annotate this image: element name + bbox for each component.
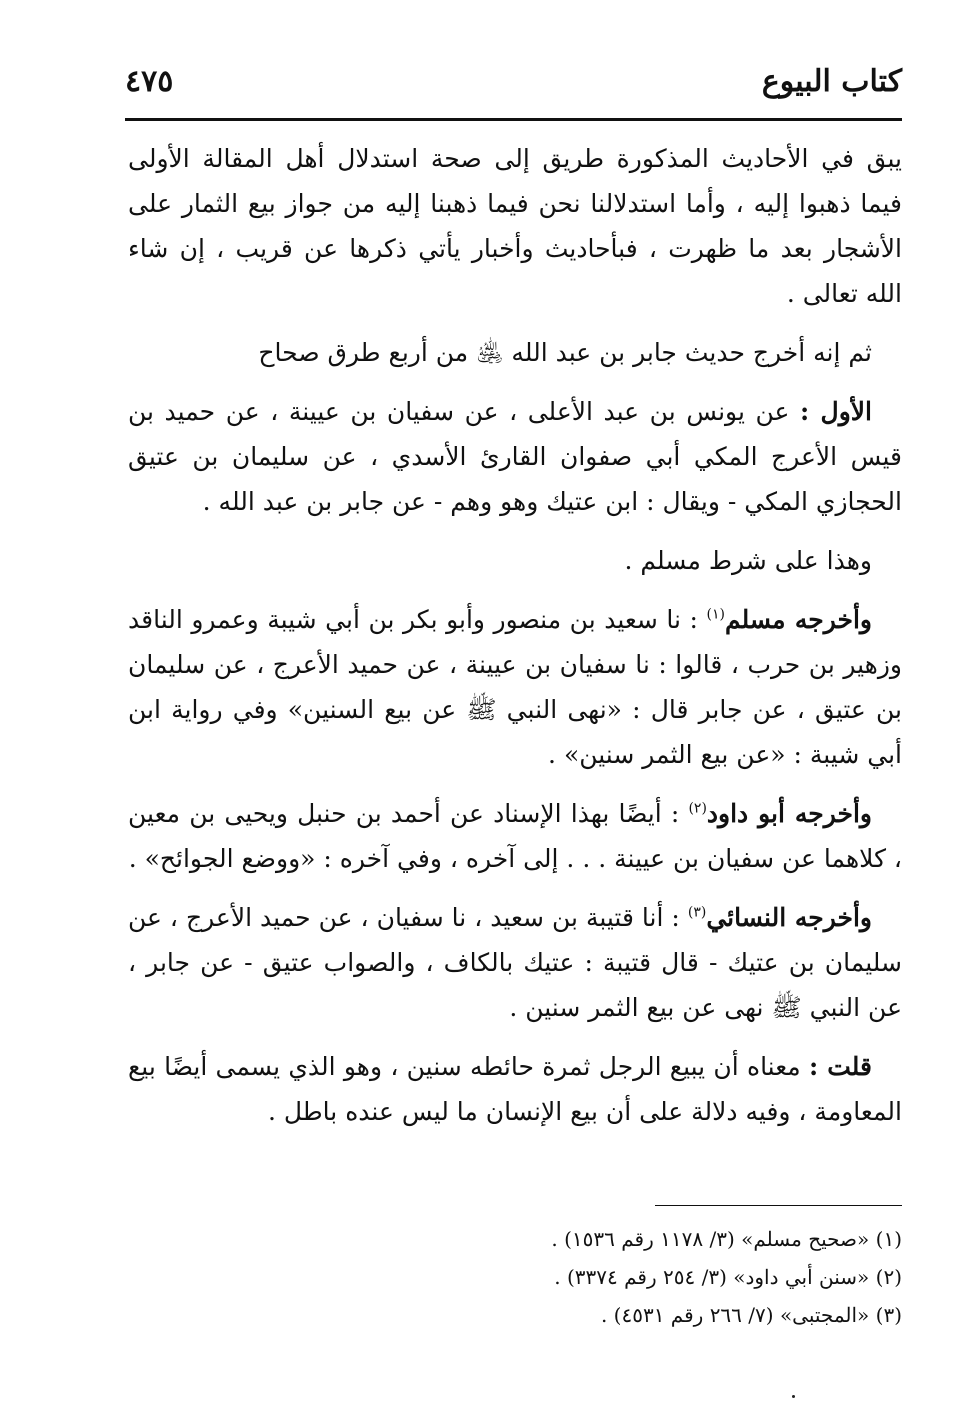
page-number: ٤٧٥ [125,64,174,99]
footnote-ref: (٣) [687,904,707,921]
footnote-1: (١) «صحيح مسلم» (٣/ ١١٧٨ رقم ١٥٣٦) . [551,1227,902,1251]
footnote-3: (٣) «المجتبى» (٧/ ٢٦٦ رقم ٤٥٣١) . [600,1303,902,1327]
paragraph-text: عن يونس بن عبد الأعلى ، عن سفيان بن عيينة ، عن حميد بن قيس الأعرج المكي أبي صفوان القارئ الأسدي ، عن سليمان بن عتيق الحجازي المكي - ويقال : ابن عتيك وهو وهم - عن جابر بن عبد الله . [128,397,902,516]
book-title: كتاب البيوع [761,64,902,99]
running-header [125,64,902,114]
paragraph-text: معناه أن يبيع الرجل ثمرة حائطه سنين ، وهو الذي يسمى أيضًا بيع المعاومة ، وفيه دلالة على أن بيع الإنسان ما ليس عنده باطل . [128,1052,902,1126]
main-text [128,136,902,1148]
footnote-ref: (٢) [688,800,707,817]
paragraph-four-routes: ثم إنه أخرج حديث جابر بن عبد الله ﵁ من أربع طرق صحاح [258,338,872,367]
paragraph-muslim [128,597,902,777]
footnote-2: (٢) «سنن أبي داود» (٣/ ٢٥٤ رقم ٣٣٧٤) . [554,1265,902,1289]
footnote-separator [655,1205,902,1206]
paragraph-lead: وأخرجه مسلم [724,605,872,634]
footnotes [300,1220,902,1334]
paragraph-commentary [128,1044,902,1134]
footnote-ref: (١) [706,606,725,623]
paragraph-abu-dawud [128,791,902,881]
paragraph-lead: قلت : [808,1052,872,1081]
scan-speck [792,1395,795,1398]
paragraph-intro: يبق في الأحاديث المذكورة طريق إلى صحة استدلال أهل المقالة الأولى فيما ذهبوا إليه ، وأما استدلالنا نحن فيما ذهبنا إليه من جواز بيع الثمار على الأشجار بعد ما ظهرت ، فبأحاديث وأخبار يأتي ذكرها عن قريب ، إن شاء الله تعالى . [128,144,902,308]
paragraph-nasai [128,895,902,1030]
header-rule [125,118,902,121]
paragraph-lead: وأخرجه أبو داود [706,799,872,828]
paragraph-text: : أيضًا بهذا الإسناد عن أحمد بن حنبل ويحيى بن معين ، كلاهما عن سفيان بن عيينة . . . إلى آخره ، وفي آخره : «ووضع الجوائح» . [128,799,902,873]
paragraph-muslim-condition: وهذا على شرط مسلم . [624,546,872,575]
paragraph-lead: الأول : [800,397,872,426]
paragraph-first-route [128,389,902,524]
paragraph-text: : نا سعيد بن منصور وأبو بكر بن أبي شيبة وعمرو الناقد وزهير بن حرب ، قالوا : نا سفيان بن عيينة ، عن حميد الأعرج ، عن سليمان بن عتيق ، عن جابر قال : «نهى النبي ﷺ عن بيع السنين» وفي رواية ابن أبي شيبة : «عن بيع الثمر سنين» . [128,605,902,769]
paragraph-text: : أنا قتيبة بن سعيد ، نا سفيان ، عن حميد الأعرج ، عن سليمان بن عتيك - قال قتيبة : عتيك بالكاف ، والصواب عتيق - عن جابر ، عن النبي ﷺ نهى عن بيع الثمر سنين . [128,903,902,1022]
paragraph-lead: وأخرجه النسائي [706,903,873,932]
